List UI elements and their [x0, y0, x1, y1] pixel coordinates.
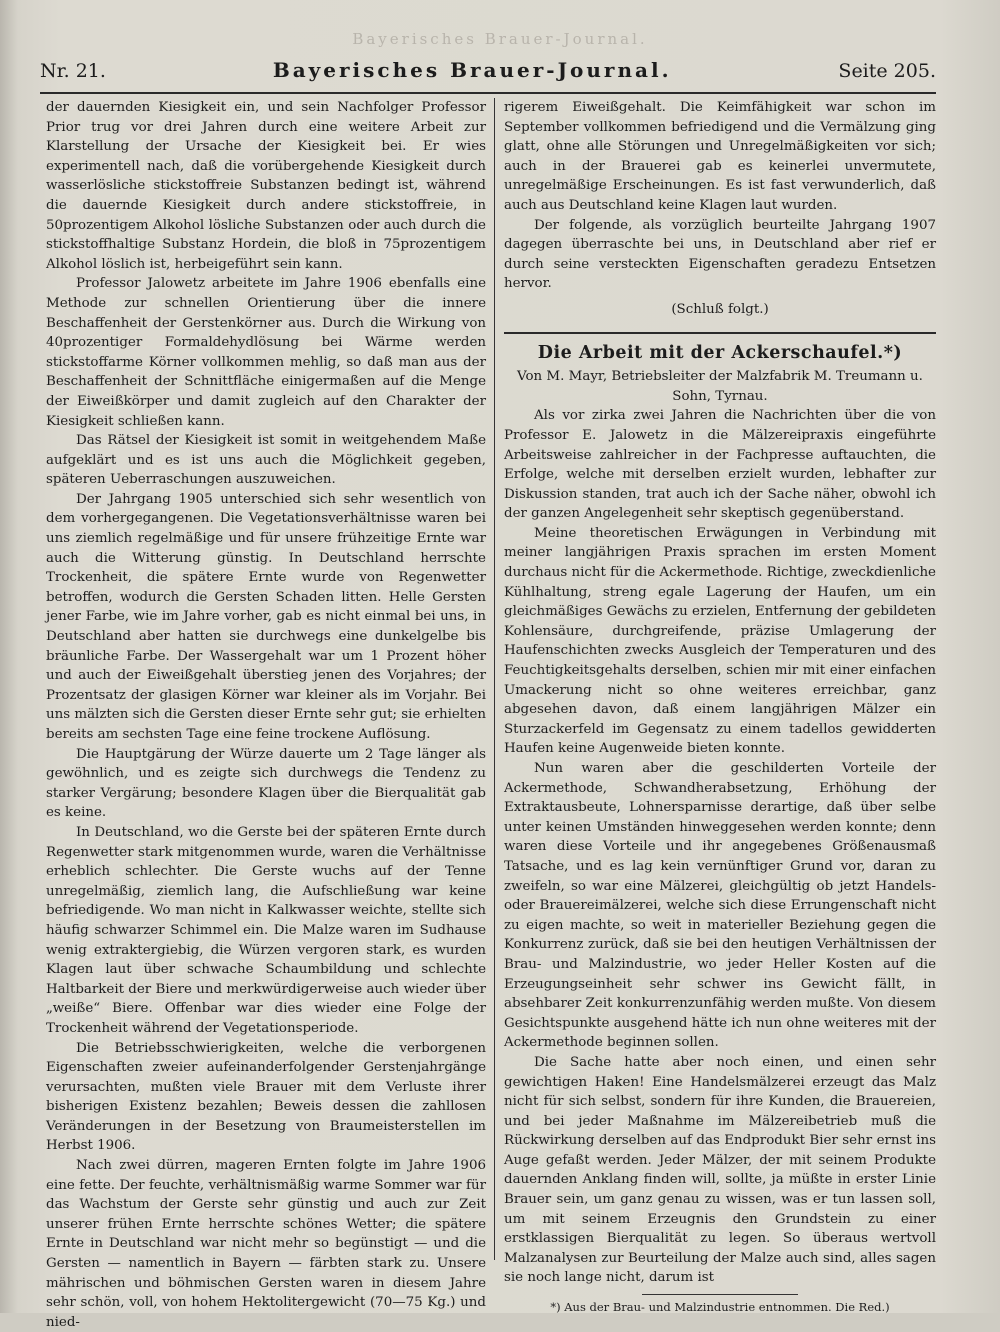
paragraph: Nach zwei dürren, mageren Ernten folgte im Jahre 1906 eine fette. Der feuchte, verhältnismäßig warme Sommer war für das Wachstum der Gerste sehr günstig und auch zur Zeit unserer frühen Ernte herrschte schönes Wetter; die spätere Ernte in Deutschland war nicht mehr so begünstigt — und die Gersten — namentlich in Bayern — färbten stark zu. Unsere mährischen und böhmischen Gersten waren in diesem Jahre sehr schön, voll, von hohem Hektolitergewicht (70—75 Kg.) und nied-	[46, 1158, 486, 1330]
paragraph: In Deutschland, wo die Gerste bei der späteren Ernte durch Regenwetter stark mitgenommen wurde, waren die Verhältnisse erheblich schlechter. Die Gerste wuchs auf der Tenne unregelmäßig, ziemlich lang, die Aufschließung war keine befriedigende. Wo man nicht in Kalkwasser weichte, stellte sich häufig schwarzer Schimmel ein. Die Malze waren im Sudhause wenig extraktergiebig, die Würzen vergoren stark, es wurden Klagen laut über schwache Schaumbildung und schlechte Haltbarkeit der Biere und merkwürdigerweise auch wieder über „weiße“ Biere. Offenbar war dies wieder eine Folge der Trockenheit während der Vegetationsperiode.	[46, 824, 486, 1036]
journal-title: Bayerisches Brauer-Journal.	[272, 58, 672, 82]
bleed-through-text: Bayerisches Brauer-Journal.	[352, 30, 648, 48]
header-rule	[40, 92, 936, 94]
section-rule	[504, 332, 936, 334]
paragraph: Professor Jalowetz arbeitete im Jahre 1906 ebenfalls eine Methode zur schnellen Orientierung über die innere Beschaffenheit der Gerstenkörner aus. Durch die Wirkung von 40prozentiger Formaldehydlösung bei Wärme werden stickstoffarme Körner vollkommen mehlig, so daß man aus der Beschaffenheit der Schnittfläche einigermaßen auf die Menge der Eiweißkörper und damit zugleich auf den Charakter der Kiesigkeit schließen kann.	[46, 276, 486, 429]
paragraph: der dauernden Kiesigkeit ein, und sein Nachfolger Professor Prior trug vor drei Jahren durch eine weitere Arbeit zur Klarstellung der Ursache der Kiesigkeit bei. Er wies experimentell nach, daß die vorübergehende Kiesigkeit durch wasserlösliche stickstoffreie Substanzen bedingt ist, während die dauernde Kiesigkeit durch andere stickstoffreie, in 50prozentigem Alkohol lösliche Substanzen oder auch durch die stickstoffhaltige Substanz Hordein, die bloß in 75prozentigem Alkohol löslich ist, herbeigeführt sein kann.	[46, 100, 486, 272]
paragraph: Meine theoretischen Erwägungen in Verbindung mit meiner langjährigen Praxis sprachen im ersten Moment durchaus nicht für die Ackermethode. Richtige, zweckdienliche Kühlhaltung, streng egale Lagerung der Haufen, um ein gleichmäßiges Gewächs zu erzielen, Entfernung der gebildeten Kohlensäure, durchgreifende, präzise Umlagerung der Haufenschichten zwecks Ausgleich der Temperaturen und des Feuchtigkeitsgehalts derselben, schien mir mit einer einfachen Umackerung nicht so ohne weiteres erreichbar, ganz abgesehen davon, daß einem langjährigen Mälzer ein Sturzackerfeld im Gegensatz zu einem tadellos gewidderten Haufen keine Augenweide bieten konnte.	[504, 525, 936, 757]
page-number: Seite 205.	[838, 60, 936, 82]
continued-note: (Schluß folgt.)	[671, 301, 769, 317]
left-column	[46, 98, 486, 1332]
paragraph: rigerem Eiweißgehalt. Die Keimfähigkeit war schon im September vollkommen befriedigend und die Vermälzung ging glatt, ohne alle Störungen und Unregelmäßigkeiten vor sich; auch in der Brauerei gab es keinerlei unvermutete, unregelmäßige Erscheinungen. Es ist fast verwunderlich, daß auch aus Deutschland keine Klagen laut wurden.	[504, 100, 936, 213]
paragraph: Als vor zirka zwei Jahren die Nachrichten über die von Professor E. Jalowetz in die Mälzereipraxis eingeführte Arbeitsweise zahlreicher in der Fachpresse auftauchten, die Erfolge, welche mit derselben erzielt wurden, lebhafter zur Diskussion standen, trat auch ich der Sache näher, obwohl ich der ganzen Angelegenheit sehr skeptisch gegenüberstand.	[504, 408, 936, 522]
right-column	[504, 98, 936, 1315]
paragraph: Die Hauptgärung der Würze dauerte um 2 Tage länger als gewöhnlich, und es zeigte sich durchwegs die Tendenz zu starker Vergärung; besondere Klagen über die Bierqualität gab es keine.	[46, 746, 486, 821]
footnote: *) Aus der Brau- und Malzindustrie entnommen. Die Red.)	[550, 1300, 890, 1315]
paragraph: Der folgende, als vorzüglich beurteilte Jahrgang 1907 dagegen überraschte bei uns, in Deutschland aber rief er durch seine versteckten Eigenschaften geradezu Entsetzen hervor.	[504, 217, 936, 292]
article-byline: Von M. Mayr, Betriebsleiter der Malzfabrik M. Treumann u. Sohn, Tyrnau.	[517, 369, 923, 404]
paragraph: Nun waren aber die geschilderten Vorteile der Ackermethode, Schwandherabsetzung, Erhöhung der Extraktausbeute, Lohnersparnisse derartige, daß über selbe unter keinen Umständen hinweggesehen werden konnte; denn waren diese Vorteile und ihr angegebenes Größenausmaß Tatsache, und es lag kein vernünftiger Grund vor, daran zu zweifeln, so war eine Mälzerei, gleichgültig ob jetzt Handels- oder Brauereimälzerei, welche sich diese Errungenschaft nicht zu eigen machte, so weit in materieller Beziehung gegen die Konkurrenz zurück, daß sie bei den heutigen Verhältnissen der Brau- und Malzindustrie, wo jeder Heller Kosten auf die Erzeugungseinheit sehr schwer ins Gewicht fällt, in absehbarer Zeit konkurrenzunfähig werden mußte. Von diesem Gesichtspunkte ausgehend hätte ich nun ohne weiteres mit der Ackermethode beginnen sollen.	[504, 761, 936, 1051]
column-divider	[494, 98, 495, 1260]
page-header	[40, 58, 936, 88]
article-title: Die Arbeit mit der Ackerschaufel.*)	[537, 342, 903, 363]
paragraph: Die Sache hatte aber noch einen, und einen sehr gewichtigen Haken! Eine Handelsmälzerei erzeugt das Malz nicht für sich selbst, sondern für ihre Kunden, die Brauereien, und bei jeder Maßnahme im Mälzereibetrieb muß die Rückwirkung derselben auf das Endprodukt Bier sehr ernst ins Auge gefaßt werden. Jeder Mälzer, der mit seinem Produkte dauernden Anklang finden will, sollte, ja müßte in erster Linie Brauer sein, um ganz genau zu wissen, was er tun lassen soll, um mit seinem Erzeugnis den Grundstein zu einer erstklassigen Bierqualität zu legen. So überaus wertvoll Malzanalysen zur Beurteilung der Malze auch sind, alles sagen sie noch lange nicht, darum ist	[504, 1054, 936, 1286]
paragraph: Die Betriebsschwierigkeiten, welche die verborgenen Eigenschaften zweier aufeinanderfolgender Gerstenjahrgänge verursachten, mußten viele Brauer mit dem Verluste ihrer bisherigen Existenz bezahlen; Beweis dessen die zahllosen Veränderungen in der Besetzung von Braumeisterstellen im Herbst 1906.	[46, 1040, 486, 1154]
footnote-rule	[642, 1294, 798, 1295]
paragraph: Das Rätsel der Kiesigkeit ist somit in weitgehendem Maße aufgeklärt und es ist uns auch die Möglichkeit gegeben, späteren Ueberraschungen auszuweichen.	[46, 433, 486, 488]
issue-number: Nr. 21.	[40, 60, 106, 82]
paragraph: Der Jahrgang 1905 unterschied sich sehr wesentlich von dem vorhergegangenen. Die Vegetationsverhältnisse waren bei uns ziemlich regelmäßige und für unsere frühzeitige Ernte war auch die Witterung günstig. In Deutschland herrschte Trockenheit, die spätere Ernte wurde von Regenwetter betroffen, wodurch die Gersten Schaden litten. Helle Gersten jener Farbe, wie im Jahre vorher, gab es nicht einmal bei uns, in Deutschland aber hatten sie durchwegs eine dunkelgelbe bis bräunliche Farbe. Der Wassergehalt war um 1 Prozent höher und auch der Eiweißgehalt überstieg jenen des Vorjahres; der Prozentsatz der glasigen Körner war kleiner als im Vorjahr. Bei uns mälzten sich die Gersten dieser Ernte sehr gut; sie erhielten bereits am sechsten Tage eine feine trockene Auflösung.	[46, 491, 486, 742]
